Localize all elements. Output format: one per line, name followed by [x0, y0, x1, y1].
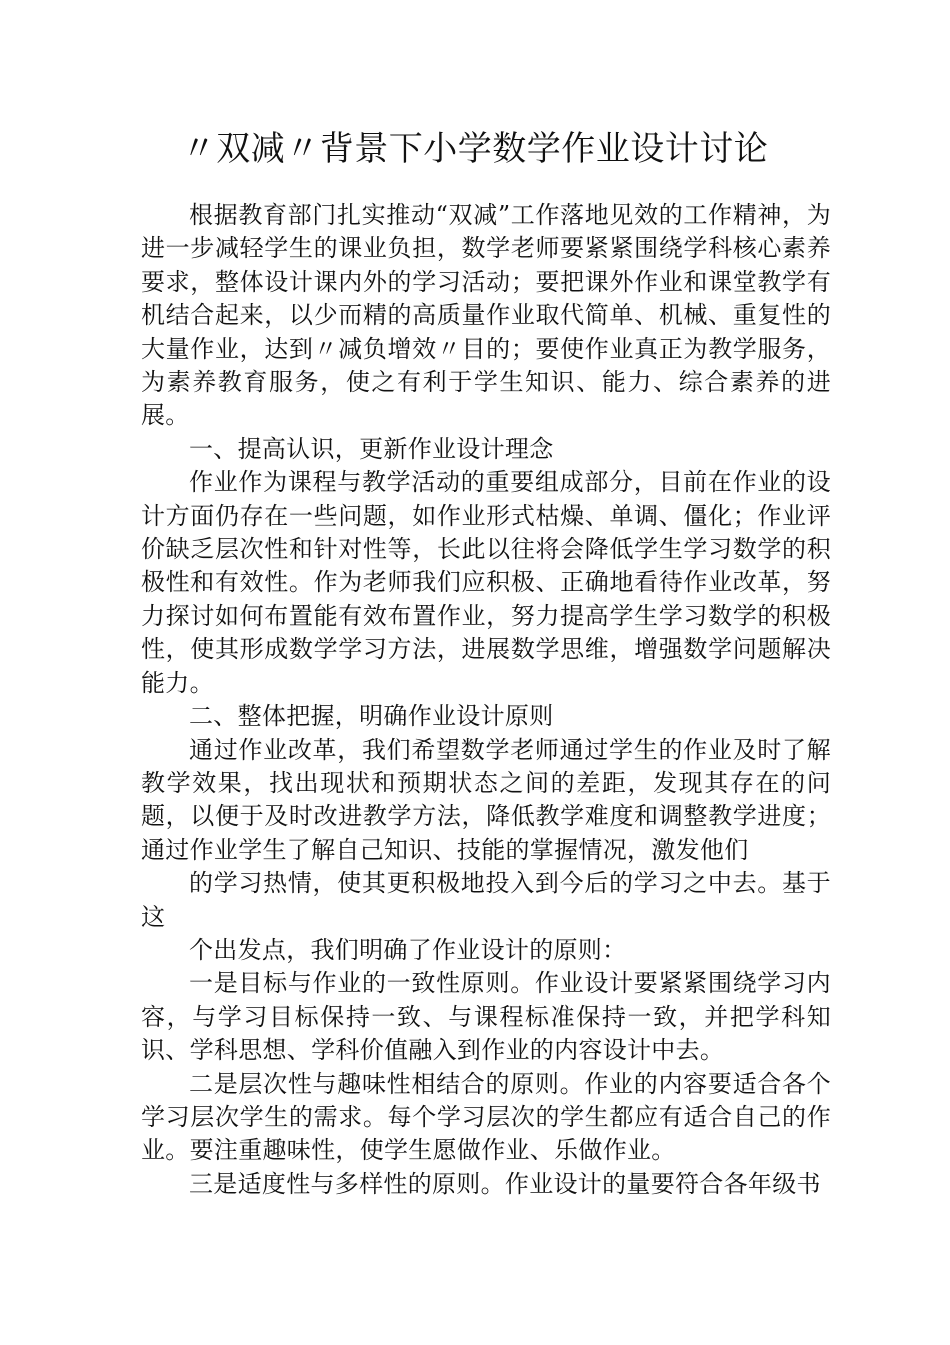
principle-1: 一是目标与作业的一致性原则。作业设计要紧紧围绕学习内容，与学习目标保持一致、与课程标准保持一致，并把学科知识、学科思想、学科价值融入到作业的内容设计中去。 — [141, 969, 831, 1065]
principle-2: 二是层次性与趣味性相结合的原则。作业的内容要适合各个学习层次学生的需求。每个学习层次的学生都应有适合自己的作业。要注重趣味性，使学生愿做作业、乐做作业。 — [141, 1069, 831, 1165]
paragraph-section-2a: 通过作业改革，我们希望数学老师通过学生的作业及时了解教学效果，找出现状和预期状态之间的差距，发现其存在的问题，以便于及时改进教学方法，降低教学难度和调整教学进度；通过作业学生了解自己知识、技能的掌握情况，激发他们 — [141, 735, 831, 864]
document-title: 〃双减〃背景下小学数学作业设计讨论 — [181, 129, 769, 169]
principle-3: 三是适度性与多样性的原则。作业设计的量要符合各年级书 — [189, 1169, 821, 1198]
section-heading-1: 一、提高认识，更新作业设计理念 — [189, 434, 554, 463]
paragraph-intro: 根据教育部门扎实推动“双减”工作落地见效的工作精神，为进一步减轻学生的课业负担，数学老师要紧紧围绕学科核心素养要求，整体设计课内外的学习活动；要把课外作业和课堂教学有机结合起来，以少而精的高质量作业取代简单、机械、重复性的大量作业，达到〃减负增效〃目的；要使作业真正为教学服务，为素养教育服务，使之有利于学生知识、能力、综合素养的进展。 — [141, 201, 831, 430]
paragraph-section-2b: 的学习热情，使其更积极地投入到今后的学习之中去。基于这 — [141, 869, 831, 931]
paragraph-section-2c: 个出发点，我们明确了作业设计的原则： — [189, 935, 627, 964]
section-heading-2: 二、整体把握，明确作业设计原则 — [189, 702, 554, 731]
document-body — [141, 199, 831, 1201]
paragraph-section-1: 作业作为课程与教学活动的重要组成部分，目前在作业的设计方面仍存在一些问题，如作业形式枯燥、单调、僵化；作业评价缺乏层次性和针对性等，长此以往将会降低学生学习数学的积极性和有效性。作为老师我们应积极、正确地看待作业改革，努力探讨如何布置能有效布置作业，努力提高学生学习数学的积极性，使其形成数学学习方法，进展数学思维，增强数学问题解决能力。 — [141, 468, 831, 697]
